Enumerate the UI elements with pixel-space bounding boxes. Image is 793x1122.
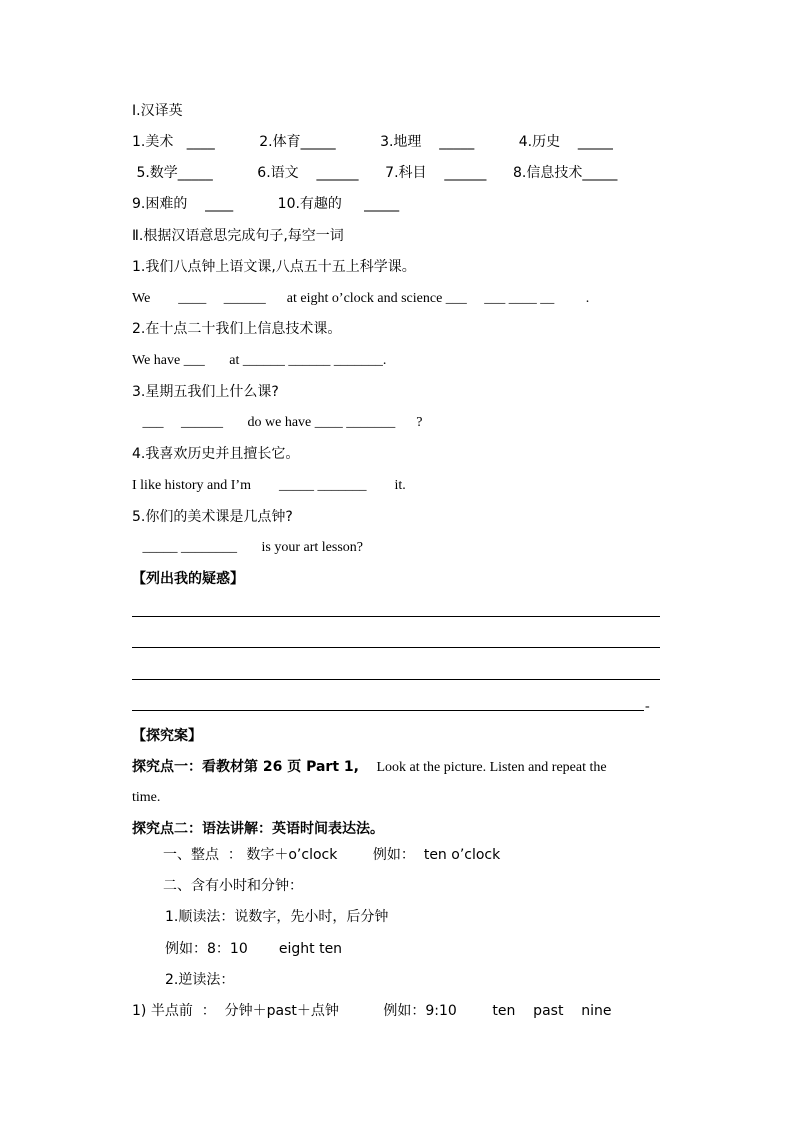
rule-whole-hour: 一、整点 ： 数字＋o’clock 例如： ten o’clock	[163, 847, 501, 863]
rule-direct-example: 例如：8：10 eight ten	[165, 941, 343, 957]
translation-row-2: 5.数学_____ 6.语文 ______ 7.科目 ______ 8.信息技术_____	[132, 165, 618, 181]
question-5-english: _____ ________ is your art lesson?	[132, 540, 363, 555]
question-1-chinese: 1.我们八点钟上语文课,八点五十五上科学课。	[132, 259, 416, 275]
doubt-line-3	[132, 679, 660, 680]
question-3-chinese: 3.星期五我们上什么课?	[132, 384, 279, 400]
rule-direct-reading: 1.顺读法：说数字，先小时，后分钟	[165, 909, 389, 925]
doubt-line-mark: -	[645, 699, 650, 714]
rule-reverse-reading: 2.逆读法：	[165, 972, 235, 988]
section-1-title: Ⅰ.汉译英	[132, 103, 183, 119]
question-4-english: I like history and I’m _____ _______ it.	[132, 478, 406, 493]
rule-hour-minute: 二、含有小时和分钟：	[163, 878, 303, 894]
doubt-line-1	[132, 616, 660, 617]
translation-row-3: 9.困难的 ____ 10.有趣的 _____	[132, 196, 400, 212]
rule-before-half-hour: 1) 半点前 ： 分钟＋past＋点钟 例如：9:10 ten past nine	[132, 1003, 612, 1019]
doubts-title: 【列出我的疑惑】	[132, 571, 244, 587]
explore-title: 【探究案】	[132, 728, 202, 744]
question-2-chinese: 2.在十点二十我们上信息技术课。	[132, 321, 342, 337]
explore-point-1-continued: time.	[132, 790, 161, 805]
explore-point-1	[132, 757, 607, 778]
question-1-english: We ____ ______ at eight o’clock and science ___ ___ ____ __ .	[132, 291, 590, 306]
doubt-line-4	[132, 710, 644, 711]
section-2-title: Ⅱ.根据汉语意思完成句子,每空一词	[132, 228, 344, 244]
question-5-chinese: 5.你们的美术课是几点钟?	[132, 509, 293, 525]
question-4-chinese: 4.我喜欢历史并且擅长它。	[132, 446, 300, 462]
question-3-english: ___ ______ do we have ____ _______ ?	[132, 415, 423, 430]
explore-point-1-heading: 探究点一：看教材第 26 页 Part 1,	[132, 759, 359, 775]
explore-point-1-text: Look at the picture. Listen and repeat the	[358, 760, 607, 775]
translation-row-1: 1.美术 ____ 2.体育_____ 3.地理 _____ 4.历史 _____	[132, 134, 613, 150]
doubt-line-2	[132, 647, 660, 648]
question-2-english: We have ___ at ______ ______ _______.	[132, 353, 387, 368]
explore-point-2: 探究点二：语法讲解：英语时间表达法。	[132, 821, 384, 837]
